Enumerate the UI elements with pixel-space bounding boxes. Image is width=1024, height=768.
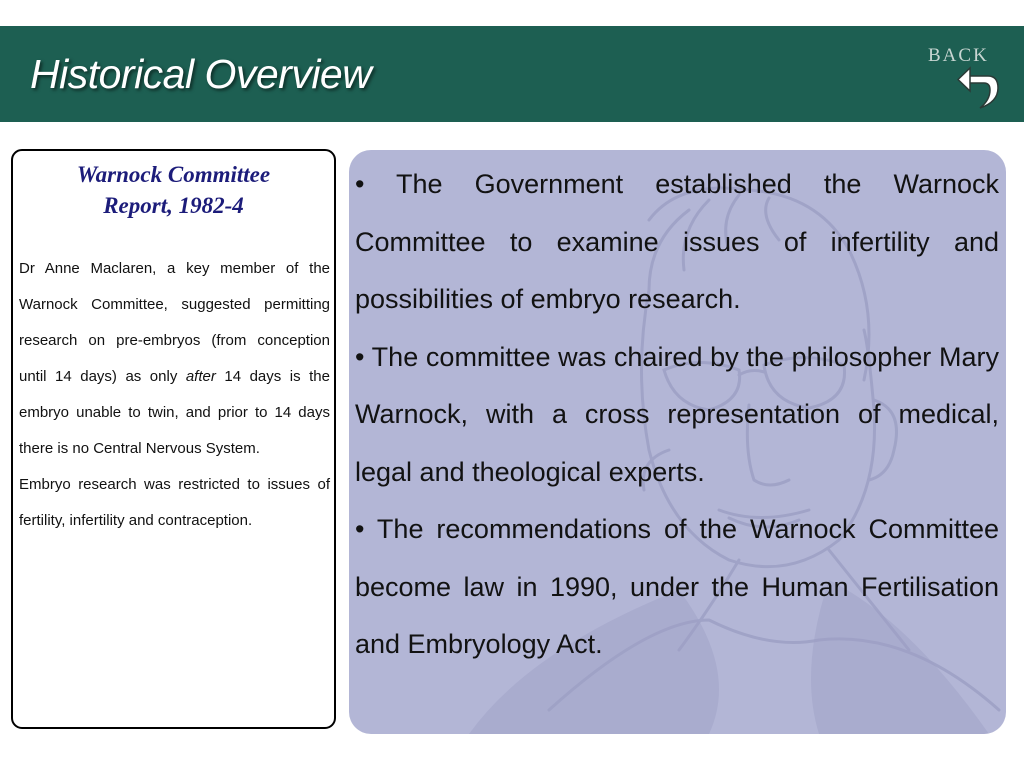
para1-emphasis: after bbox=[185, 368, 216, 385]
bullet-item: • The committee was chaired by the philosopher Mary Warnock, with a cross representation of medical, legal and theological experts. bbox=[355, 341, 999, 487]
overview-panel bbox=[349, 150, 1006, 734]
bullet-item: • The recommendations of the Warnock Committee become law in 1990, under the Human Fertilisation and Embryology Act. bbox=[355, 514, 999, 659]
back-label: BACK bbox=[928, 45, 989, 66]
para1-text-end: 14 days is the embryo unable to twin, and prior to 14 days there is no Central Nervous System. bbox=[19, 368, 330, 457]
report-paragraph-2: Embryo research was restricted to issues of fertility, infertility and contraception. bbox=[19, 476, 330, 529]
curved-back-arrow-icon bbox=[956, 64, 1000, 110]
para1-text: Dr Anne Maclaren, a key member of the Warnock Committee, suggested permitting research on pre-embryos (from conception until 14 days) as only bbox=[19, 260, 330, 385]
report-title-line1: Warnock Committee bbox=[76, 162, 271, 187]
report-title bbox=[13, 159, 334, 221]
page-title: Historical Overview bbox=[30, 51, 372, 97]
back-button[interactable] bbox=[918, 40, 1004, 110]
committee-report-box bbox=[11, 149, 336, 729]
report-title-line2: Report, 1982-4 bbox=[103, 193, 244, 218]
overview-bullets bbox=[355, 156, 999, 674]
bullet-item: • The Government established the Warnock Committee to examine issues of infertility and possibilities of embryo research. bbox=[355, 169, 999, 314]
report-body bbox=[19, 251, 330, 539]
report-paragraph-1 bbox=[19, 251, 330, 467]
